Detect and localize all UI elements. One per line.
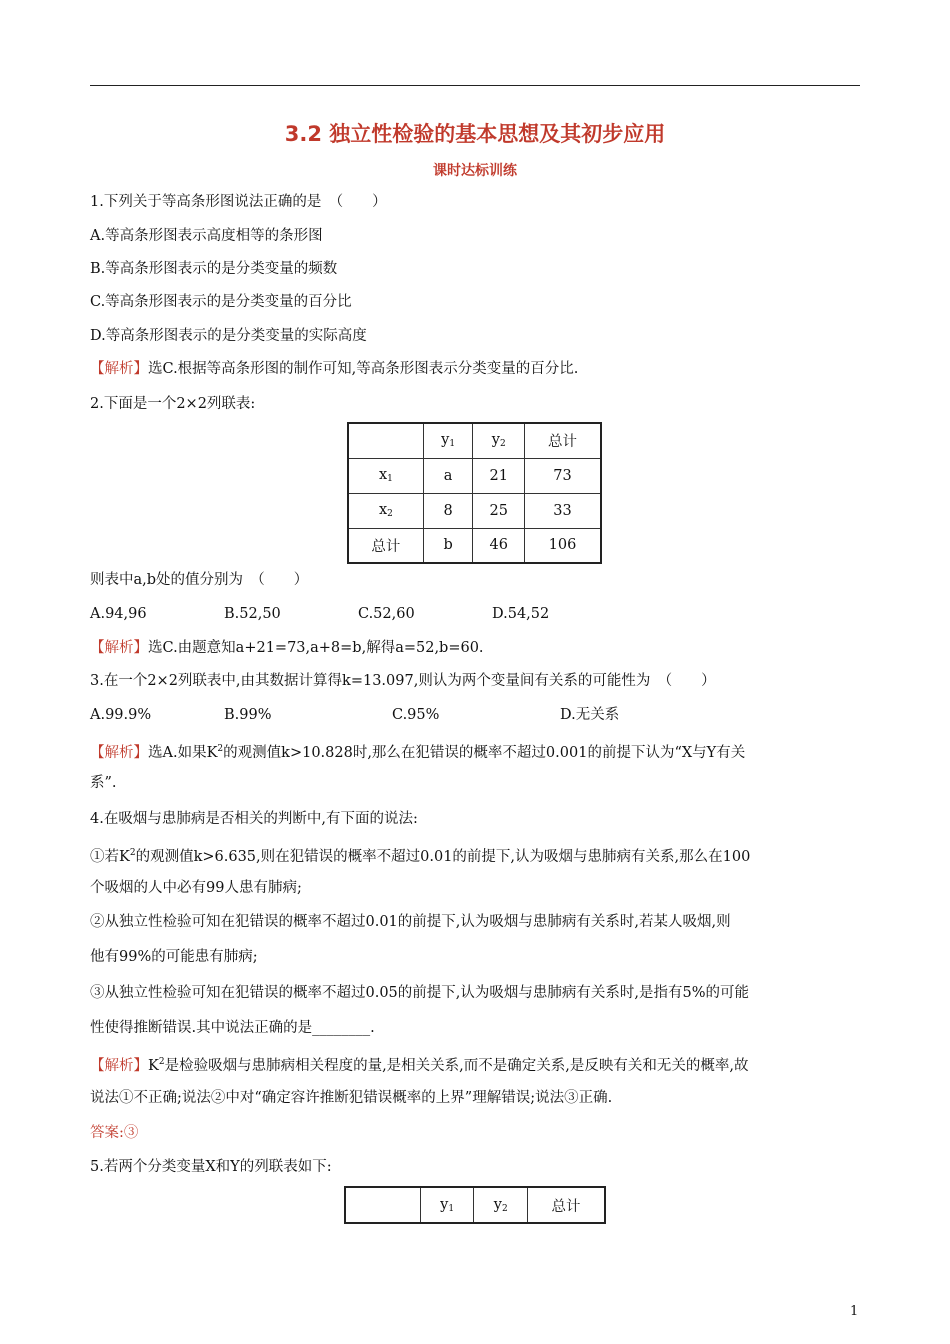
q4-analysis-cont: 说法①不正确;说法②中对“确定容许推断犯错误概率的上界”理解错误;说法③正确. xyxy=(90,1090,613,1106)
header-rule xyxy=(90,85,860,86)
q1-analysis-text: 选C.根据等高条形图的制作可知,等高条形图表示分类变量的百分比. xyxy=(148,361,579,377)
q4-statement-1: ①若$K^2$的观测值k>6.635,则在犯错误的概率不超过0.01的前提下,认为吸烟与患肺病有关系,那么在100 xyxy=(90,848,751,865)
analysis-tag: 【解析】 xyxy=(90,640,148,656)
table-row xyxy=(348,458,601,493)
page-number: 1 xyxy=(850,1304,859,1319)
q3-stem: 3.在一个2×2列联表中,由其数据计算得k=13.097,则认为两个变量间有关系的可能性为 （ ） xyxy=(90,673,716,689)
q2-option-c: C.52,60 xyxy=(358,606,415,622)
q1-stem: 1.下列关于等高条形图说法正确的是 （ ） xyxy=(90,194,387,210)
table-cell: 21 xyxy=(473,458,525,493)
q1-option-c: C.等高条形图表示的是分类变量的百分比 xyxy=(90,294,352,310)
q4-statement-1-cont: 个吸烟的人中必有99人患有肺病; xyxy=(90,880,302,896)
table-header-cell: $y_2$ xyxy=(473,423,525,458)
q5-contingency-table xyxy=(344,1186,606,1224)
q3-option-c: C.95% xyxy=(392,707,440,723)
q1-option-b: B.等高条形图表示的是分类变量的频数 xyxy=(90,261,338,277)
table-corner-cell xyxy=(345,1187,420,1223)
q4-statement-2: ②从独立性检验可知在犯错误的概率不超过0.01的前提下,认为吸烟与患肺病有关系时,若某人吸烟,则 xyxy=(90,914,731,930)
table-cell: 8 xyxy=(423,493,473,528)
q4-stem: 4.在吸烟与患肺病是否相关的判断中,有下面的说法: xyxy=(90,811,418,827)
page-subtitle: 课时达标训练 xyxy=(433,163,517,179)
table-cell: 73 xyxy=(525,458,601,493)
table-header-cell: $y_2$ xyxy=(474,1187,528,1223)
table-header-row xyxy=(345,1187,605,1223)
q4-statement-3-cont: 性使得推断错误.其中说法正确的是________. xyxy=(90,1020,375,1036)
table-cell: 25 xyxy=(473,493,525,528)
q2-analysis-text: 选C.由题意知a+21=73,a+8=b,解得a=52,b=60. xyxy=(148,640,484,656)
table-cell: a xyxy=(423,458,473,493)
table-row-label: $x_2$ xyxy=(348,493,423,528)
q4-statement-3: ③从独立性检验可知在犯错误的概率不超过0.05的前提下,认为吸烟与患肺病有关系时,是指有5%的可能 xyxy=(90,985,750,1001)
table-corner-cell xyxy=(348,423,423,458)
table-header-cell: 总计 xyxy=(528,1187,605,1223)
q2-contingency-table xyxy=(347,422,602,564)
table-header-row xyxy=(348,423,601,458)
table-cell: 33 xyxy=(525,493,601,528)
q3-option-a: A.99.9% xyxy=(90,707,152,723)
q1-option-a: A.等高条形图表示高度相等的条形图 xyxy=(90,228,323,244)
q2-option-b: B.52,50 xyxy=(224,606,281,622)
table-row xyxy=(348,528,601,563)
analysis-tag: 【解析】 xyxy=(90,1058,148,1074)
q3-option-b: B.99% xyxy=(224,707,272,723)
q2-stem: 2.下面是一个2×2列联表: xyxy=(90,396,256,412)
table-cell: 106 xyxy=(525,528,601,563)
q3-option-d: D.无关系 xyxy=(560,707,620,723)
table-row-label: $x_1$ xyxy=(348,458,423,493)
q1-analysis xyxy=(90,359,578,379)
q5-stem: 5.若两个分类变量X和Y的列联表如下: xyxy=(90,1159,332,1175)
q4-analysis: 【解析】$K^2$是检验吸烟与患肺病相关程度的量,是相关关系,而不是确定关系,是反映有关和无关的概率,故 xyxy=(90,1057,749,1074)
q3-analysis: 【解析】选A.如果$K^2$的观测值k>10.828时,那么在犯错误的概率不超过0.001的前提下认为“X与Y有关 xyxy=(90,744,746,761)
table-header-cell: $y_1$ xyxy=(420,1187,474,1223)
q3-analysis-cont: 系”. xyxy=(90,775,117,791)
q2-analysis xyxy=(90,638,484,658)
analysis-tag: 【解析】 xyxy=(90,361,148,377)
q2-option-a: A.94,96 xyxy=(90,606,147,622)
q4-statement-2-cont: 他有99%的可能患有肺病; xyxy=(90,949,258,965)
analysis-tag: 【解析】 xyxy=(90,745,148,761)
q1-option-d: D.等高条形图表示的是分类变量的实际高度 xyxy=(90,328,367,344)
table-header-cell: 总计 xyxy=(525,423,601,458)
table-header-cell: $y_1$ xyxy=(423,423,473,458)
q2-question: 则表中a,b处的值分别为 （ ） xyxy=(90,572,309,588)
q4-answer: 答案:③ xyxy=(90,1125,139,1141)
table-cell: b xyxy=(423,528,473,563)
table-row-label: 总计 xyxy=(348,528,423,563)
table-cell: 46 xyxy=(473,528,525,563)
q2-option-d: D.54,52 xyxy=(492,606,550,622)
page-title: 3.2 独立性检验的基本思想及其初步应用 xyxy=(284,122,666,146)
table-row xyxy=(348,493,601,528)
